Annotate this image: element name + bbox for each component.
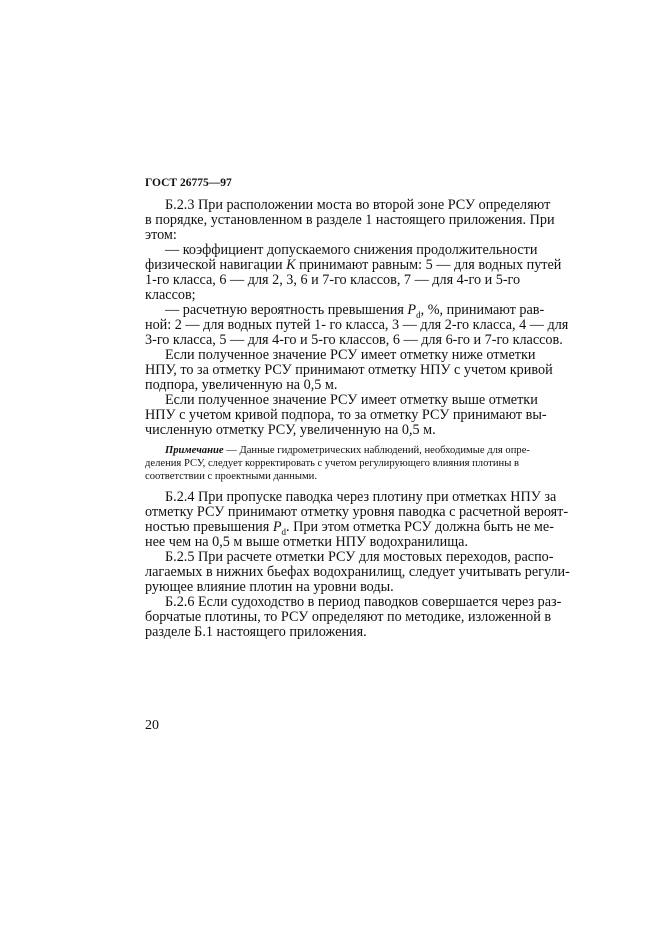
text-line bbox=[145, 273, 519, 288]
text-line bbox=[145, 242, 538, 258]
paragraph bbox=[145, 242, 562, 303]
text-segment: Б.2.5 При расчете отметки РСУ для мостовых переходов, распо- bbox=[165, 549, 554, 565]
text-segment: НПУ, то за отметку РСУ принимают отметку НПУ с учетом кривой bbox=[145, 362, 553, 378]
text-line bbox=[145, 519, 554, 537]
text-segment: принимают равным: 5 — для водных путей bbox=[295, 257, 562, 273]
document-page bbox=[145, 176, 570, 640]
text-line bbox=[145, 504, 569, 520]
text-segment: подпора, увеличенную на 0,5 м. bbox=[145, 377, 338, 393]
text-line bbox=[145, 212, 555, 228]
text-segment: Если полученное значение РСУ имеет отметку ниже отметки bbox=[165, 347, 536, 363]
text-line bbox=[145, 564, 570, 580]
text-segment: . При этом отметка РСУ должна быть не ме- bbox=[286, 519, 554, 535]
text-segment: Если полученное значение РСУ имеет отметку выше отметки bbox=[165, 392, 538, 408]
text-line bbox=[145, 457, 519, 470]
text-segment: в порядке, установленном в разделе 1 настоящего приложения. При bbox=[145, 212, 555, 228]
text-segment: ной: 2 — для водных путей 1- го класса, 3 — для 2-го класса, 4 — для bbox=[145, 317, 569, 333]
text-line bbox=[145, 288, 519, 303]
text-segment: деления РСУ, следует корректировать с учетом регулирующего влияния плотины в bbox=[145, 458, 519, 469]
text-segment: отметку РСУ принимают отметку уровня паводка с расчетной вероят- bbox=[145, 504, 569, 520]
text-segment: — Данные гидрометрических наблюдений, необходимые для опре- bbox=[223, 445, 530, 456]
text-line bbox=[145, 489, 557, 505]
text-segment: лагаемых в нижних бьефах водохранилищ, следует учитывать регули- bbox=[145, 564, 570, 580]
text-line bbox=[145, 625, 519, 640]
text-segment: нее чем на 0,5 м выше отметки НПУ водохранилища. bbox=[145, 534, 468, 550]
text-segment: НПУ с учетом кривой подпора, то за отметку РСУ принимают вы- bbox=[145, 407, 547, 423]
paragraph bbox=[145, 392, 547, 438]
text-line bbox=[145, 302, 545, 320]
text-segment: — расчетную вероятность превышения bbox=[165, 302, 408, 318]
text-line bbox=[145, 257, 562, 273]
text-segment: 3-го класса, 5 — для 4-го и 5-го классов, 6 — для 6-го и 7-го классов. bbox=[145, 332, 563, 348]
math-symbol: K bbox=[286, 257, 296, 273]
document-body bbox=[145, 197, 570, 640]
text-segment: рующее влияние плотин на уровни воды. bbox=[145, 579, 394, 595]
paragraph bbox=[145, 197, 555, 243]
text-segment: 1-го класса, 6 — для 2, 3, 6 и 7-го классов, 7 — для 4-го и 5-го bbox=[145, 272, 521, 288]
text-line bbox=[145, 392, 538, 408]
text-segment: разделе Б.1 настоящего приложения. bbox=[145, 624, 367, 640]
text-segment: соответствии с проектными данными. bbox=[145, 471, 317, 482]
note bbox=[145, 444, 530, 483]
text-line bbox=[145, 594, 562, 610]
text-line bbox=[145, 535, 519, 550]
text-line bbox=[145, 423, 519, 438]
text-line bbox=[145, 378, 519, 393]
text-line bbox=[145, 609, 552, 625]
paragraph bbox=[145, 302, 569, 348]
text-segment: этом: bbox=[145, 227, 177, 243]
text-segment: Б.2.3 При расположении моста во второй зоне РСУ определяют bbox=[165, 197, 551, 213]
text-segment: численную отметку РСУ, увеличенную на 0,5 м. bbox=[145, 422, 436, 438]
note-label: Примечание bbox=[165, 445, 224, 456]
paragraph bbox=[145, 347, 553, 393]
paragraph bbox=[145, 549, 570, 595]
text-line bbox=[145, 228, 519, 243]
paragraph bbox=[145, 489, 569, 550]
text-line bbox=[145, 362, 553, 378]
text-line bbox=[145, 444, 530, 457]
text-segment: борчатые плотины, то РСУ определяют по методике, изложенной в bbox=[145, 609, 552, 625]
math-symbol: P bbox=[407, 302, 417, 318]
text-line bbox=[145, 580, 519, 595]
math-symbol: P bbox=[272, 519, 282, 535]
text-line bbox=[145, 549, 554, 565]
text-line bbox=[145, 317, 569, 333]
text-line bbox=[145, 407, 547, 423]
text-segment: Б.2.4 При пропуске паводка через плотину при отметках НПУ за bbox=[165, 489, 557, 505]
text-segment: — коэффициент допускаемого снижения продолжительности bbox=[165, 242, 538, 258]
text-segment: классов; bbox=[145, 287, 196, 303]
document-header: ГОСТ 26775—97 bbox=[145, 177, 232, 189]
text-line bbox=[145, 332, 563, 348]
text-segment: ностью превышения bbox=[145, 519, 273, 535]
text-line bbox=[145, 470, 519, 483]
text-segment: , %, принимают рав- bbox=[420, 302, 545, 318]
text-segment: физической навигации bbox=[145, 257, 287, 273]
math-symbol: d bbox=[281, 526, 287, 537]
text-line bbox=[145, 347, 536, 363]
math-symbol: d bbox=[416, 309, 421, 320]
text-line bbox=[145, 197, 551, 213]
text-segment: Б.2.6 Если судоходство в период паводков совершается через раз- bbox=[165, 594, 562, 610]
page-number: 20 bbox=[145, 718, 159, 733]
paragraph bbox=[145, 594, 562, 640]
